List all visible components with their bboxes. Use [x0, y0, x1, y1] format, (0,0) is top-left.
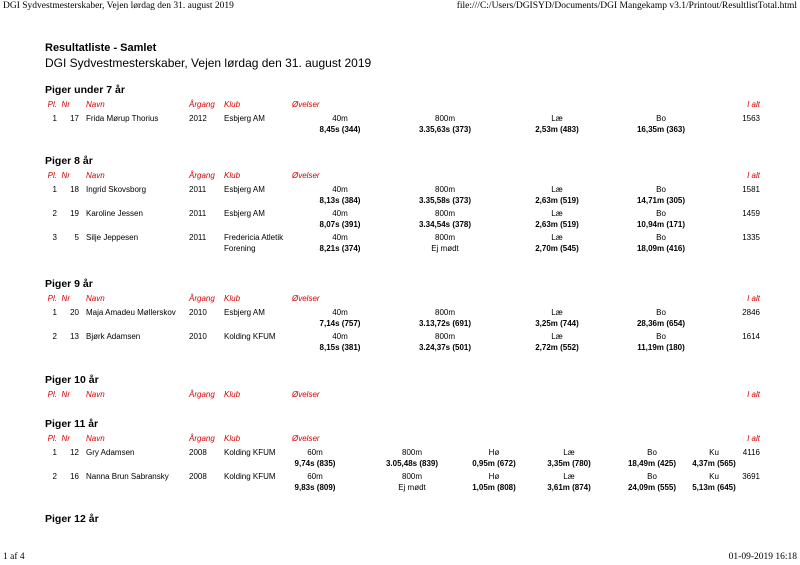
column-header-klub: Klub — [224, 100, 241, 109]
column-header-nr: Nr — [61, 171, 70, 180]
event-result: 3,35m (780) — [547, 459, 591, 468]
browser-header-left: DGI Sydvestmesterskaber, Vejen lørdag den 31. august 2019 — [3, 1, 234, 11]
club: Esbjerg AM — [224, 114, 265, 123]
event-result: 8,07s (391) — [319, 220, 361, 229]
event-result: 10,94m (171) — [636, 220, 686, 229]
report-subtitle: DGI Sydvestmesterskaber, Vejen lørdag den 31. august 2019 — [45, 56, 372, 70]
report-title: Resultatliste - Samlet — [45, 42, 157, 54]
event-result: 2,63m (519) — [535, 196, 579, 205]
event-name: Bo — [656, 209, 666, 218]
event-name: Bo — [656, 233, 666, 242]
event-result: 8,45s (344) — [319, 125, 361, 134]
total-points: 1614 — [742, 332, 760, 341]
event-name: 800m — [434, 332, 456, 341]
event-result: 8,13s (384) — [319, 196, 361, 205]
event-result: 8,21s (374) — [319, 244, 361, 253]
event-result: 24,09m (555) — [627, 483, 677, 492]
event-name: 40m — [332, 114, 348, 123]
event-result: 28,36m (654) — [636, 319, 686, 328]
athlete-name: Silje Jeppesen — [86, 233, 139, 242]
athlete-name: Ingrid Skovsborg — [86, 185, 147, 194]
event-name: Læ — [551, 185, 563, 194]
event-result: 11,19m (180) — [637, 343, 685, 352]
event-name: 800m — [434, 114, 456, 123]
column-header-pl: Pl. — [47, 171, 57, 180]
event-result: 18,09m (416) — [636, 244, 686, 253]
event-name: Bo — [647, 448, 657, 457]
total-points: 2846 — [742, 308, 760, 317]
birth-year: 2008 — [189, 448, 207, 457]
column-header-ovelser: Øvelser — [292, 100, 320, 109]
total-points: 1563 — [742, 114, 760, 123]
athlete-name: Bjørk Adamsen — [86, 332, 141, 341]
placement: 1 — [52, 185, 57, 194]
birth-year: 2011 — [189, 185, 207, 194]
section-title: Piger under 7 år — [45, 84, 125, 96]
section-title: Piger 10 år — [45, 374, 99, 386]
event-result: 3.34,54s (378) — [418, 220, 472, 229]
event-result: Ej mødt — [431, 244, 459, 253]
event-name: Læ — [551, 209, 563, 218]
bib-number: 18 — [70, 185, 79, 194]
birth-year: 2010 — [189, 308, 207, 317]
column-header-pl: Pl. — [47, 390, 57, 399]
section-title: Piger 8 år — [45, 155, 93, 167]
column-header-nr: Nr — [61, 294, 70, 303]
column-header-nr: Nr — [61, 434, 70, 443]
event-name: Bo — [647, 472, 657, 481]
column-header-navn: Navn — [86, 294, 105, 303]
event-result: 2,63m (519) — [535, 220, 579, 229]
event-result: 5,13m (645) — [692, 483, 736, 492]
event-result: 0,95m (672) — [472, 459, 516, 468]
column-header-ovelser: Øvelser — [292, 171, 320, 180]
column-header-ovelser: Øvelser — [292, 294, 320, 303]
event-name: Læ — [551, 308, 563, 317]
column-header-pl: Pl. — [47, 294, 57, 303]
event-result: 3.13,72s (691) — [418, 319, 472, 328]
bib-number: 20 — [70, 308, 79, 317]
birth-year: 2011 — [189, 233, 207, 242]
event-name: 800m — [401, 472, 423, 481]
column-header-navn: Navn — [86, 171, 105, 180]
column-header-ialt: I alt — [747, 100, 760, 109]
event-name: 40m — [332, 308, 348, 317]
club: Fredericia Atletik — [224, 233, 284, 242]
column-header-pl: Pl. — [47, 434, 57, 443]
event-name: 40m — [332, 332, 348, 341]
event-name: Hø — [488, 448, 500, 457]
placement: 2 — [52, 472, 57, 481]
column-header-klub: Klub — [224, 171, 241, 180]
event-result: 2,53m (483) — [535, 125, 579, 134]
event-result: 9,83s (809) — [294, 483, 336, 492]
event-result: 3.24,37s (501) — [418, 343, 472, 352]
event-name: 800m — [434, 209, 456, 218]
athlete-name: Maja Amadeu Møllerskov — [86, 308, 176, 317]
column-header-ialt: I alt — [747, 294, 760, 303]
event-result: 3.35,58s (373) — [418, 196, 472, 205]
event-name: Ku — [709, 472, 719, 481]
event-name: 40m — [332, 209, 348, 218]
section-title: Piger 11 år — [45, 418, 99, 430]
event-result: 3,61m (874) — [547, 483, 591, 492]
club: Kolding KFUM — [224, 448, 276, 457]
event-name: Læ — [551, 233, 563, 242]
column-header-argang: Årgang — [189, 100, 215, 109]
birth-year: 2011 — [189, 209, 207, 218]
birth-year: 2008 — [189, 472, 207, 481]
print-datetime: 01-09-2019 16:18 — [728, 552, 797, 562]
event-result: 2,70m (545) — [535, 244, 579, 253]
event-result: 7,14s (757) — [319, 319, 361, 328]
club: Esbjerg AM — [224, 185, 265, 194]
event-name: 800m — [434, 233, 456, 242]
column-header-navn: Navn — [86, 434, 105, 443]
event-name: Hø — [488, 472, 500, 481]
column-header-argang: Årgang — [189, 390, 215, 399]
event-name: Læ — [563, 472, 575, 481]
event-name: Læ — [551, 332, 563, 341]
total-points: 4116 — [742, 448, 760, 457]
column-header-klub: Klub — [224, 294, 241, 303]
bib-number: 19 — [70, 209, 79, 218]
event-name: Bo — [656, 185, 666, 194]
athlete-name: Frida Mørup Thorius — [86, 114, 159, 123]
column-header-ialt: I alt — [747, 171, 760, 180]
browser-header-right: file:///C:/Users/DGISYD/Documents/DGI Mangekamp v3.1/Printout/ResultlistTotal.html — [456, 1, 797, 11]
event-name: 60m — [307, 448, 323, 457]
club: Forening — [224, 244, 256, 253]
placement: 2 — [52, 332, 57, 341]
athlete-name: Gry Adamsen — [86, 448, 135, 457]
bib-number: 16 — [70, 472, 79, 481]
column-header-nr: Nr — [61, 390, 70, 399]
placement: 1 — [52, 114, 57, 123]
event-name: 800m — [401, 448, 423, 457]
athlete-name: Karoline Jessen — [86, 209, 143, 218]
event-name: 60m — [307, 472, 323, 481]
column-header-ovelser: Øvelser — [292, 434, 320, 443]
column-header-ialt: I alt — [747, 434, 760, 443]
event-name: Bo — [656, 114, 666, 123]
column-header-navn: Navn — [86, 390, 105, 399]
bib-number: 5 — [74, 233, 79, 242]
event-result: 3.35,63s (373) — [418, 125, 472, 134]
event-name: 800m — [434, 308, 456, 317]
athlete-name: Nanna Brun Sabransky — [86, 472, 169, 481]
event-name: Bo — [656, 308, 666, 317]
event-name: Læ — [563, 448, 575, 457]
event-result: Ej mødt — [398, 483, 426, 492]
section-title: Piger 12 år — [45, 513, 99, 525]
placement: 1 — [52, 308, 57, 317]
event-result: 8,15s (381) — [319, 343, 361, 352]
event-name: Bo — [656, 332, 666, 341]
bib-number: 17 — [70, 114, 79, 123]
column-header-pl: Pl. — [47, 100, 57, 109]
bib-number: 13 — [70, 332, 79, 341]
column-header-argang: Årgang — [189, 434, 215, 443]
column-header-navn: Navn — [86, 100, 105, 109]
event-result: 4,37m (565) — [692, 459, 736, 468]
column-header-ovelser: Øvelser — [292, 390, 320, 399]
event-name: 800m — [434, 185, 456, 194]
club: Kolding KFUM — [224, 472, 276, 481]
total-points: 1335 — [742, 233, 760, 242]
event-result: 18,49m (425) — [627, 459, 677, 468]
event-result: 9,74s (835) — [294, 459, 336, 468]
event-name: 40m — [332, 185, 348, 194]
column-header-argang: Årgang — [189, 171, 215, 180]
event-result: 2,72m (552) — [535, 343, 579, 352]
event-result: 3.05,48s (839) — [385, 459, 439, 468]
placement: 2 — [52, 209, 57, 218]
placement: 1 — [52, 448, 57, 457]
page-number: 1 af 4 — [3, 552, 25, 562]
column-header-klub: Klub — [224, 434, 241, 443]
event-result: 14,71m (305) — [636, 196, 686, 205]
club: Kolding KFUM — [224, 332, 276, 341]
total-points: 1581 — [742, 185, 760, 194]
event-result: 1,05m (808) — [472, 483, 516, 492]
event-name: Ku — [709, 448, 719, 457]
event-result: 16,35m (363) — [636, 125, 686, 134]
total-points: 3691 — [742, 472, 760, 481]
club: Esbjerg AM — [224, 308, 265, 317]
event-name: Læ — [551, 114, 563, 123]
placement: 3 — [52, 233, 57, 242]
column-header-ialt: I alt — [747, 390, 760, 399]
event-result: 3,25m (744) — [535, 319, 579, 328]
club: Esbjerg AM — [224, 209, 265, 218]
birth-year: 2010 — [189, 332, 207, 341]
column-header-klub: Klub — [224, 390, 241, 399]
column-header-nr: Nr — [61, 100, 70, 109]
bib-number: 12 — [70, 448, 79, 457]
section-title: Piger 9 år — [45, 278, 93, 290]
event-name: 40m — [332, 233, 348, 242]
column-header-argang: Årgang — [189, 294, 215, 303]
total-points: 1459 — [742, 209, 760, 218]
birth-year: 2012 — [189, 114, 207, 123]
